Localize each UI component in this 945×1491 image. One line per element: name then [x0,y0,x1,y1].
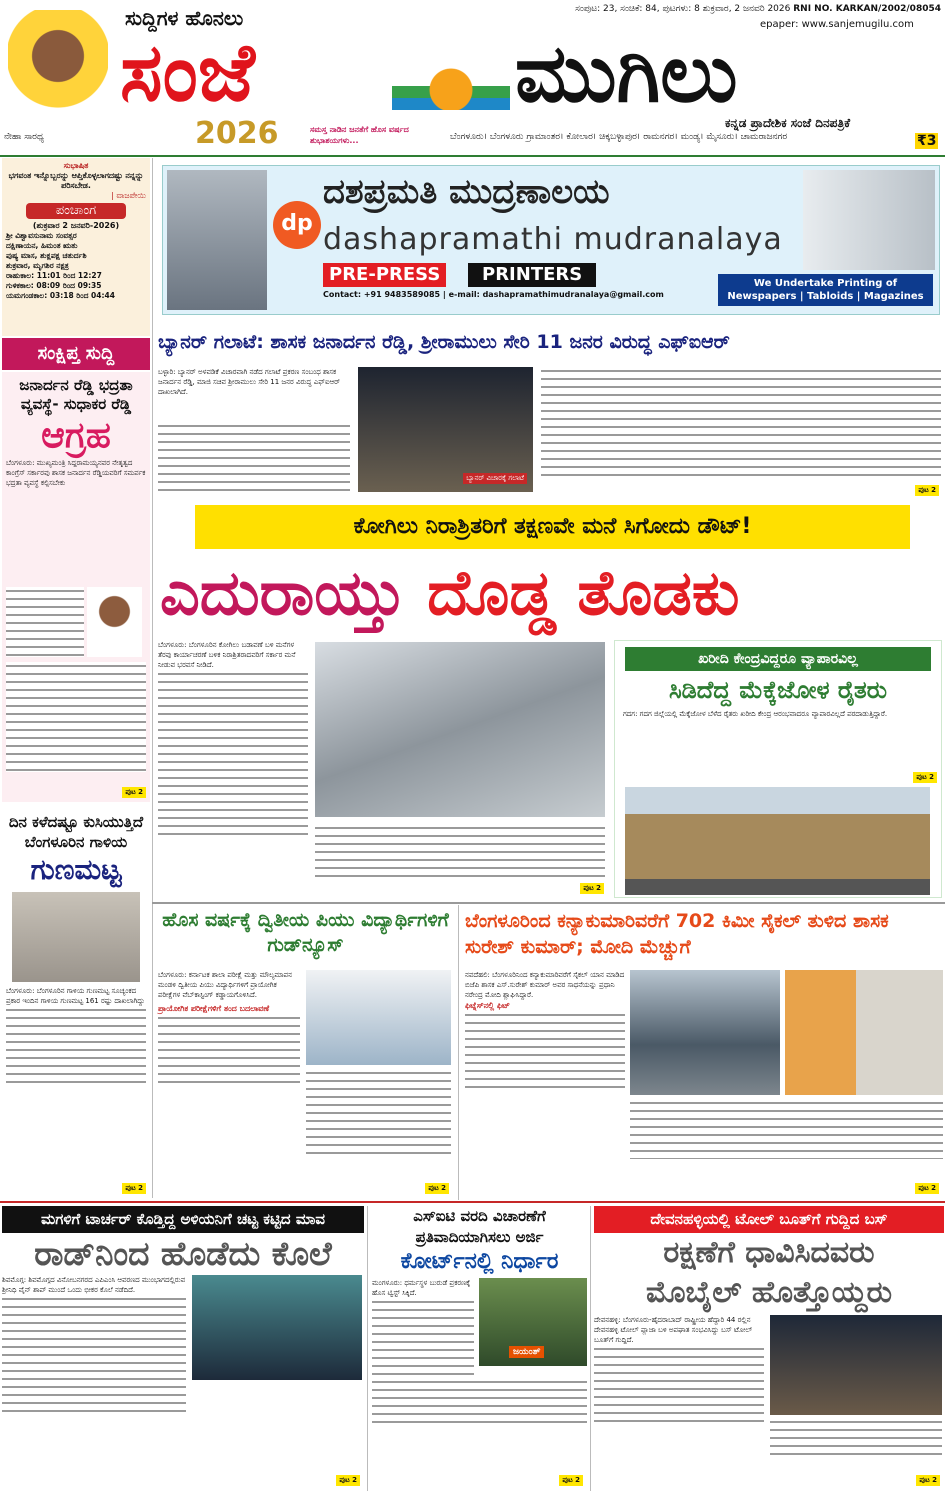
photo-caption: ಬ್ಯಾನರ್ ವಿಚಾರಕ್ಕೆ ಗಲಾಟೆ [463,473,527,484]
printer-machine-photo [803,170,935,270]
panchanga-list [6,231,146,301]
brief-1-body-2 [6,662,146,772]
students-lab-photo [306,970,451,1065]
brief-story-1 [2,372,150,802]
pu-more[interactable]: ಪುಟ 2 [425,1183,449,1194]
section-divider [152,902,945,904]
toll-body-2 [770,1418,942,1458]
murder-more[interactable]: ಪುಟ 2 [336,1475,360,1486]
brief-1-body [6,587,84,657]
toll-media-column [770,1315,942,1458]
banner-story-headline: ಬ್ಯಾನರ್ ಗಲಾಟೆ: ಶಾಸಕ ಜನಾರ್ದನ ರೆಡ್ಡಿ, ಶ್ರೀರಾಮುಲು ಸೇರಿ 11 ಜನರ ವಿರುದ್ಧ ಎಫ್ಐಆರ್ [158,331,730,353]
panchanga-title: ಪಂಚಾಂಗ [26,203,126,219]
panchanga-box [2,158,150,336]
murder-kicker: ಮಗಳಿಗೆ ಟಾರ್ಚರ್ ಕೊಡ್ತಿದ್ದ ಅಳಿಯನಿಗೆ ಚಟ್ಟ ಕಟ್ಟಿದ ಮಾವ [2,1206,364,1233]
lead-headline-part1: ಎದುರಾಯ್ತು [160,556,406,629]
brief-2-more[interactable]: ಪುಟ 2 [122,1183,146,1194]
toll-columns [594,1315,944,1458]
cycle-body [465,1011,625,1091]
panchanga-item: ಶ್ರೀ ವಿಶ್ವಾವಸುನಾಮ ಸಂವತ್ಸರ [6,231,77,240]
toll-headline-2: ಮೊಬೈಲ್ ಹೊತ್ತೊಯ್ದರು [645,1275,893,1310]
court-body-2 [372,1378,587,1428]
cycle-photos [630,970,943,1095]
issue-info [575,3,941,15]
farmers-kicker: ಖರೀದಿ ಕೇಂದ್ರವಿದ್ದರೂ ವ್ಯಾಪಾರವಿಲ್ಲ [625,647,931,671]
maize-sacks-photo [625,787,930,895]
pu-story [158,908,453,1198]
cycle-media-column [630,970,943,1159]
cycle-body-2 [630,1099,943,1159]
toll-kicker: ದೇವನಹಳ್ಳಿಯಲ್ಲಿ ಟೋಲ್ ಬೂತ್‌ಗೆ ಗುದ್ದಿದ ಬಸ್ [594,1206,944,1233]
pu-body-2 [306,1069,451,1159]
court-body [372,1298,474,1378]
brief-1-kicker: ಜನಾರ್ದನ ರೆಡ್ಡಿ ಭದ್ರತಾ ವ್ಯವಸ್ಥೆ- ಸುಧಾಕರ ರೆಡ್ಡಿ [19,376,133,413]
panchanga-item: ಶುಕ್ರವಾರ, ಮೃಗಶಿರ ನಕ್ಷತ್ರ [6,261,69,270]
brief-1-headline: ಆಗ್ರಹ [41,415,111,456]
lead-story-kicker: ಕೋಗಿಲು ನಿರಾಶ್ರಿತರಿಗೆ ತಕ್ಷಣವೇ ಮನೆ ಸಿಗೋದು ಡೌಟ್! [195,505,910,549]
ad-contact: Contact: +91 9483589085 | e-mail: dashapramathimudranalaya@gmail.com [323,290,664,299]
ad-title-en: dashapramathi mudranalaya [323,222,783,257]
brief-1-more[interactable]: ಪುಟ 2 [122,787,146,798]
brief-header: ಸಂಕ್ಷಿಪ್ತ ಸುದ್ದಿ [2,338,150,370]
masthead-title-part1: ಸಂಜೆ [120,26,255,119]
district-list: ಬೆಂಗಳೂರು। ಬೆಂಗಳೂರು ಗ್ರಾಮಾಂತರ। ಕೋಲಾರ। ಚಿಕ್ಕಬಳ್ಳಾಪುರ। ರಾಮನಗರ। ಮಂಡ್ಯ। ಮೈಸೂರು। ಚಾಮರಾಜನಗರ [450,132,788,142]
murder-text-column [2,1275,186,1415]
toll-lead: ದೇವನಹಳ್ಳಿ: ಬೆಂಗಳೂರು-ಹೈದರಾಬಾದ್ ರಾಷ್ಟ್ರೀಯ ಹೆದ್ದಾರಿ 44 ರಲ್ಲಿನ ದೇವನಹಳ್ಳಿ ಟೋಲ್ ಪ್ಲಾಜಾ ಬಳಿ ಅಪಘಾತ ಸಂಭವಿಸಿದ್ದು ಬಸ್ ಟೋಲ್ ಬೂತ್‌ಗೆ ಗುದ್ದಿದೆ. [594,1316,753,1344]
murder-headline: ರಾಡ್‌ನಿಂದ ಹೊಡೆದು ಕೊಲೆ [34,1234,332,1273]
banner-story-body [158,422,350,492]
brief-2-body [6,1006,146,1086]
banner-story-body-2 [541,367,941,477]
crime-scene-photo [192,1275,362,1380]
court-lead: ಮಂಗಳೂರು: ಧರ್ಮಸ್ಥಳ ಬುರುಡೆ ಪ್ರಕರಣಕ್ಕೆ ಹೊಸ ಟ್ವಿಸ್ಟ್ ಸಿಕ್ಕಿದೆ. [372,1279,471,1297]
politician-photo [87,587,142,657]
cycle-more[interactable]: ಪುಟ 2 [915,1183,939,1194]
court-text-column [372,1278,474,1378]
pu-lead: ಬೆಂಗಳೂರು: ಕರ್ನಾಟಕ ಶಾಲಾ ಪರೀಕ್ಷೆ ಮತ್ತು ಮೌಲ್ಯಮಾಪನ ಮಂಡಳಿ ದ್ವಿತೀಯ ಪಿಯು ವಿದ್ಯಾರ್ಥಿಗಳಿಗೆ ಪ್ರಾಯೋಗಿಕ ಪರೀಕ್ಷೆಗಳ ವೆಬ್‌ಕಾಸ್ಟಿಂಗ್ ಕಡ್ಡಾಯಗೊಳಿಸಿದೆ. [158,971,292,999]
new-year-note: ಸಮಸ್ತ ನಾಡಿನ ಜನತೆಗೆ ಹೊಸ ವರ್ಷದ ಶುಭಾಶಯಗಳು... [310,125,409,145]
masthead-title-part2: ಮುಗಿಲು [515,27,738,120]
court-kicker: ಎಸ್ಐಟಿ ವರದಿ ವಿಚಾರಣೆಗೆ ಪ್ರತಿವಾದಿಯಾಗಿಸಲು ಅರ್ಜಿ [413,1207,546,1246]
brief-story-2 [2,808,150,1198]
banner-story [158,322,943,500]
toll-story [594,1206,944,1490]
farmers-story [614,640,942,898]
court-headline: ಕೋರ್ಟ್‌ನಲ್ಲಿ ನಿರ್ಧಾರ [400,1249,559,1274]
brief-2-headline: ಗುಣಮಟ್ಟ [30,853,122,886]
panchanga-item: ಪುಷ್ಯ ಮಾಸ, ಶುಕ್ಲಪಕ್ಷ ಚತುರ್ದಶಿ [6,251,87,260]
greeting-photo [8,10,108,125]
toll-more[interactable]: ಪುಟ 2 [916,1475,940,1486]
farmers-lead: ಗದಗ: ಗದಗ ಜಿಲ್ಲೆಯಲ್ಲಿ ಮೆಕ್ಕೆಜೋಳ ಬೆಳೆದ ರೈತರು ಖರೀದಿ ಕೇಂದ್ರ ಆರಂಭವಾದರೂ ವ್ಯಾಪಾರವಿಲ್ಲದೆ ಪರದಾಡುತ್ತಿದ್ದಾರೆ. [623,710,888,718]
murder-body [2,1295,186,1415]
farmers-more[interactable]: ಪುಟ 2 [913,772,937,783]
toll-text-column [594,1315,764,1458]
murder-lead: ಶಿವಮೊಗ್ಗ: ಶಿವಮೊಗ್ಗದ ವಿನೋಬನಗರದ ಎಪಿಎಂಸಿ ಆವರಣದ ಮುಂಭಾಗದಲ್ಲಿರುವ ಶ್ರೀನಿಧಿ ವೈನ್ ಶಾಪ್ ಮುಂದೆ ಒಂದು ಭೀಕರ ಕೊಲೆ ನಡೆದಿದೆ. [2,1276,186,1294]
bus-crash-photo [770,1315,942,1415]
pu-body [158,1014,300,1084]
printing-press-photo [167,170,267,310]
brief-2-lead: ಬೆಂಗಳೂರು: ಬೆಂಗಳೂರಿನ ಗಾಳಿಯ ಗುಣಮಟ್ಟ ಸೂಚ್ಯಂಕದ ಪ್ರಕಾರ ಇಂದಿನ ಗಾಳಿಯ ಗುಣಮಟ್ಟ 161 ರಷ್ಟು ದಾಖಲಾಗಿದ್ದು [6,987,145,1005]
column-divider [152,158,153,1198]
banner-story-more[interactable]: ಪುಟ 2 [915,485,939,496]
panchanga-item: ಯಮಗಂಡಕಾಲ: 03:18 ರಿಂದ 04:44 [6,291,115,300]
lead-story-body-2 [315,824,605,879]
column-divider [458,905,459,1200]
brief-1-lead: ಬೆಂಗಳೂರು: ಮುಖ್ಯಮಂತ್ರಿ ಸಿದ್ದರಾಮಯ್ಯನವರ ನೇತೃತ್ವದ ಕಾಂಗ್ರೆಸ್ ಸರ್ಕಾರವು ಶಾಸಕ ಜನಾರ್ದನ ರೆಡ್ಡಿಯವರಿಗೆ ಸಮರ್ಪಕ ಭದ್ರತಾ ವ್ಯವಸ್ಥೆ ಕಲ್ಪಿಸಬೇಕು [6,459,146,487]
pu-headline: ಹೊಸ ವರ್ಷಕ್ಕೆ ದ್ವಿತೀಯ ಪಿಯು ವಿದ್ಯಾರ್ಥಿಗಳಿಗೆ ಗುಡ್‌ನ್ಯೂಸ್ [162,909,449,956]
cycle-subhead: ಫಿಟ್ನೆಸ್‌ನಲ್ಲಿ ಫಿಟ್ [465,1001,510,1010]
masthead-subtitle: ಕನ್ನಡ ಪ್ರಾದೇಶಿಕ ಸಂಜೆ ದಿನಪತ್ರಿಕೆ [725,116,851,130]
masthead [0,0,945,155]
panchanga-item: ದಕ್ಷಿಣಾಯನ, ಹಿಮಂತ ಋತು [6,241,78,250]
demolition-photo [315,642,605,817]
court-photo-caption: ಜಯಂತ್ [509,1346,544,1358]
cycle-headline: ಬೆಂಗಳೂರಿಂದ ಕನ್ಯಾಕುಮಾರಿವರೆಗೆ 702 ಕಿಮೀ ಸೈಕಲ್ ತುಳಿದ ಶಾಸಕ ಸುರೇಶ್ ಕುಮಾರ್; ಮೋದಿ ಮೆಚ್ಚುಗೆ [465,910,889,958]
subhashita-label: ಸುಭಾಷಿತ [63,161,89,170]
toll-body [594,1345,764,1425]
ad-tag-prepress: PRE-PRESS [323,263,446,287]
lead-headline-part2: ದೊಡ್ಡ ತೊಡಕು [427,556,740,629]
sunset-palm-logo [392,30,510,110]
toll-headline-1: ರಕ್ಷಣೆಗೆ ಧಾವಿಸಿದವರು [663,1235,875,1270]
pu-subhead: ಪ್ರಾಯೋಗಿಕ ಪರೀಕ್ಷೆಗಳಿಗೆ ತಂದ ಬದಲಾವಣೆ [158,1004,270,1013]
court-columns [372,1278,587,1378]
greeting-name: ನೇಹಾ ಸಾರಥ್ಯ [4,132,45,142]
panchanga-item: ರಾಹುಕಾಲ: 11:01 ರಿಂದ 12:27 [6,271,102,280]
printing-ad[interactable] [162,165,940,315]
cycle-text-column [465,970,625,1159]
lead-story-headline [160,550,945,635]
ad-title-kn: ದಶಪ್ರಮತಿ ಮುದ್ರಣಾಲಯ [323,172,610,212]
section-divider [0,1201,945,1203]
farmers-headline: ಸಿಡಿದೆದ್ದ ಮೆಕ್ಕೆಜೋಳ ರೈತರು [668,676,888,704]
issue-details: ಸಂಪುಟ: 23, ಸಂಚಿಕೆ: 84, ಪುಟಗಳು: 8 ಶುಕ್ರವಾರ, 2 ಜನವರಿ 2026 [575,4,791,14]
ad-services: We Undertake Printing of Newspapers | Tabloids | Magazines [718,274,933,306]
ad-tag-printers: PRINTERS [468,263,596,287]
panchanga-item: ಗುಳಿಕಕಾಲ: 08:09 ರಿಂದ 09:35 [6,281,102,290]
column-divider [590,1206,591,1491]
pu-columns [158,970,453,1159]
banner-story-lead: ಬಳ್ಳಾರಿ: ಬ್ಯಾನರ್ ಅಳವಡಿಕೆ ವಿಚಾರವಾಗಿ ನಡೆದ ಗಲಾಟೆ ಪ್ರಕರಣ ಸಂಬಂಧ ಶಾಸಕ ಜನಾರ್ದನ ರೆಡ್ಡಿ, ಮಾಜಿ ಸಚಿವ ಶ್ರೀರಾಮುಲು ಸೇರಿ 11 ಜನರ ವಿರುದ್ಧ ಎಫ್ಐಆರ್ ದಾಖಲಾಗಿದೆ. [158,368,341,396]
cycle-lead: ನವದೆಹಲಿ: ಬೆಂಗಳೂರಿನಿಂದ ಕನ್ಯಾಕುಮಾರಿವರೆಗೆ ಸೈಕಲ್ ಯಾನ ಮಾಡಿದ ಬಿಜೆಪಿ ಶಾಸಕ ಎಸ್.ಸುರೇಶ್ ಕುಮಾರ್ ಅವರ ಸಾಧನೆಯನ್ನು ಪ್ರಧಾನಿ ನರೇಂದ್ರ ಮೋದಿ ಶ್ಲಾಘಿಸಿದ್ದಾರೆ. [465,971,625,999]
pu-text-column [158,970,300,1159]
modi-meeting-photo [785,970,943,1095]
lead-story-more[interactable]: ಪುಟ 2 [580,883,604,894]
masthead-tagline: ಸುದ್ದಿಗಳ ಹೊನಲು [125,6,244,30]
column-divider [367,1206,368,1491]
court-more[interactable]: ಪುಟ 2 [559,1475,583,1486]
smog-photo [12,892,140,982]
lead-story-text: ಬೆಂಗಳೂರು: ಬೆಂಗಳೂರಿನ ಕೋಗಿಲು ಬಡಾವಣೆ ಬಳಿ ಮನೆಗಳ ತೆರವು ಕಾರ್ಯಾಚರಣೆ ಬಳಿಕ ನಿರಾಶ್ರಿತರಾದವರಿಗೆ ಸರ್ಕಾರ ಮನೆ ನೀಡುವ ಭರವಸೆ ನೀಡಿದೆ. [158,641,296,669]
epaper-link[interactable]: epaper: www.sanjemugilu.com [760,19,914,30]
cycle-columns [465,970,943,1159]
court-story [372,1206,587,1490]
subhashita-author: | ವಾಜಪೇಯಿ [111,191,146,200]
panchanga-date: (ಶುಕ್ರವಾರ 2 ಜನವರಿ-2026) [32,221,120,230]
masthead-divider [0,155,945,157]
year-2026: 2026 [195,116,279,151]
court-photo [479,1278,587,1366]
lead-story-body [158,670,308,840]
subhashita-text: ಭಗವಂತ ಇನ್ನೊಬ್ಬರನ್ನು ಆಪ್ತಿಕೊಳ್ಳಲಾಗದಷ್ಟು ನನ್ನನ್ನು ಪರಿಸಬೇಡ. [8,171,144,190]
banner-story-photo [358,367,533,492]
lead-story [158,640,608,898]
murder-story [2,1206,364,1490]
cycle-story [465,908,943,1198]
price-badge: ₹3 [917,133,937,149]
cyclists-photo [630,970,780,1095]
brief-2-kicker: ದಿನ ಕಳೆದಷ್ಟೂ ಕುಸಿಯುತ್ತಿದೆ ಬೆಂಗಳೂರಿನ ಗಾಳಿಯ [8,813,144,851]
murder-columns [2,1275,364,1415]
pu-media-column [306,970,451,1159]
dp-logo: dp [273,201,321,249]
rni-number: RNI NO. KARKAN/2002/08054 [793,4,941,14]
